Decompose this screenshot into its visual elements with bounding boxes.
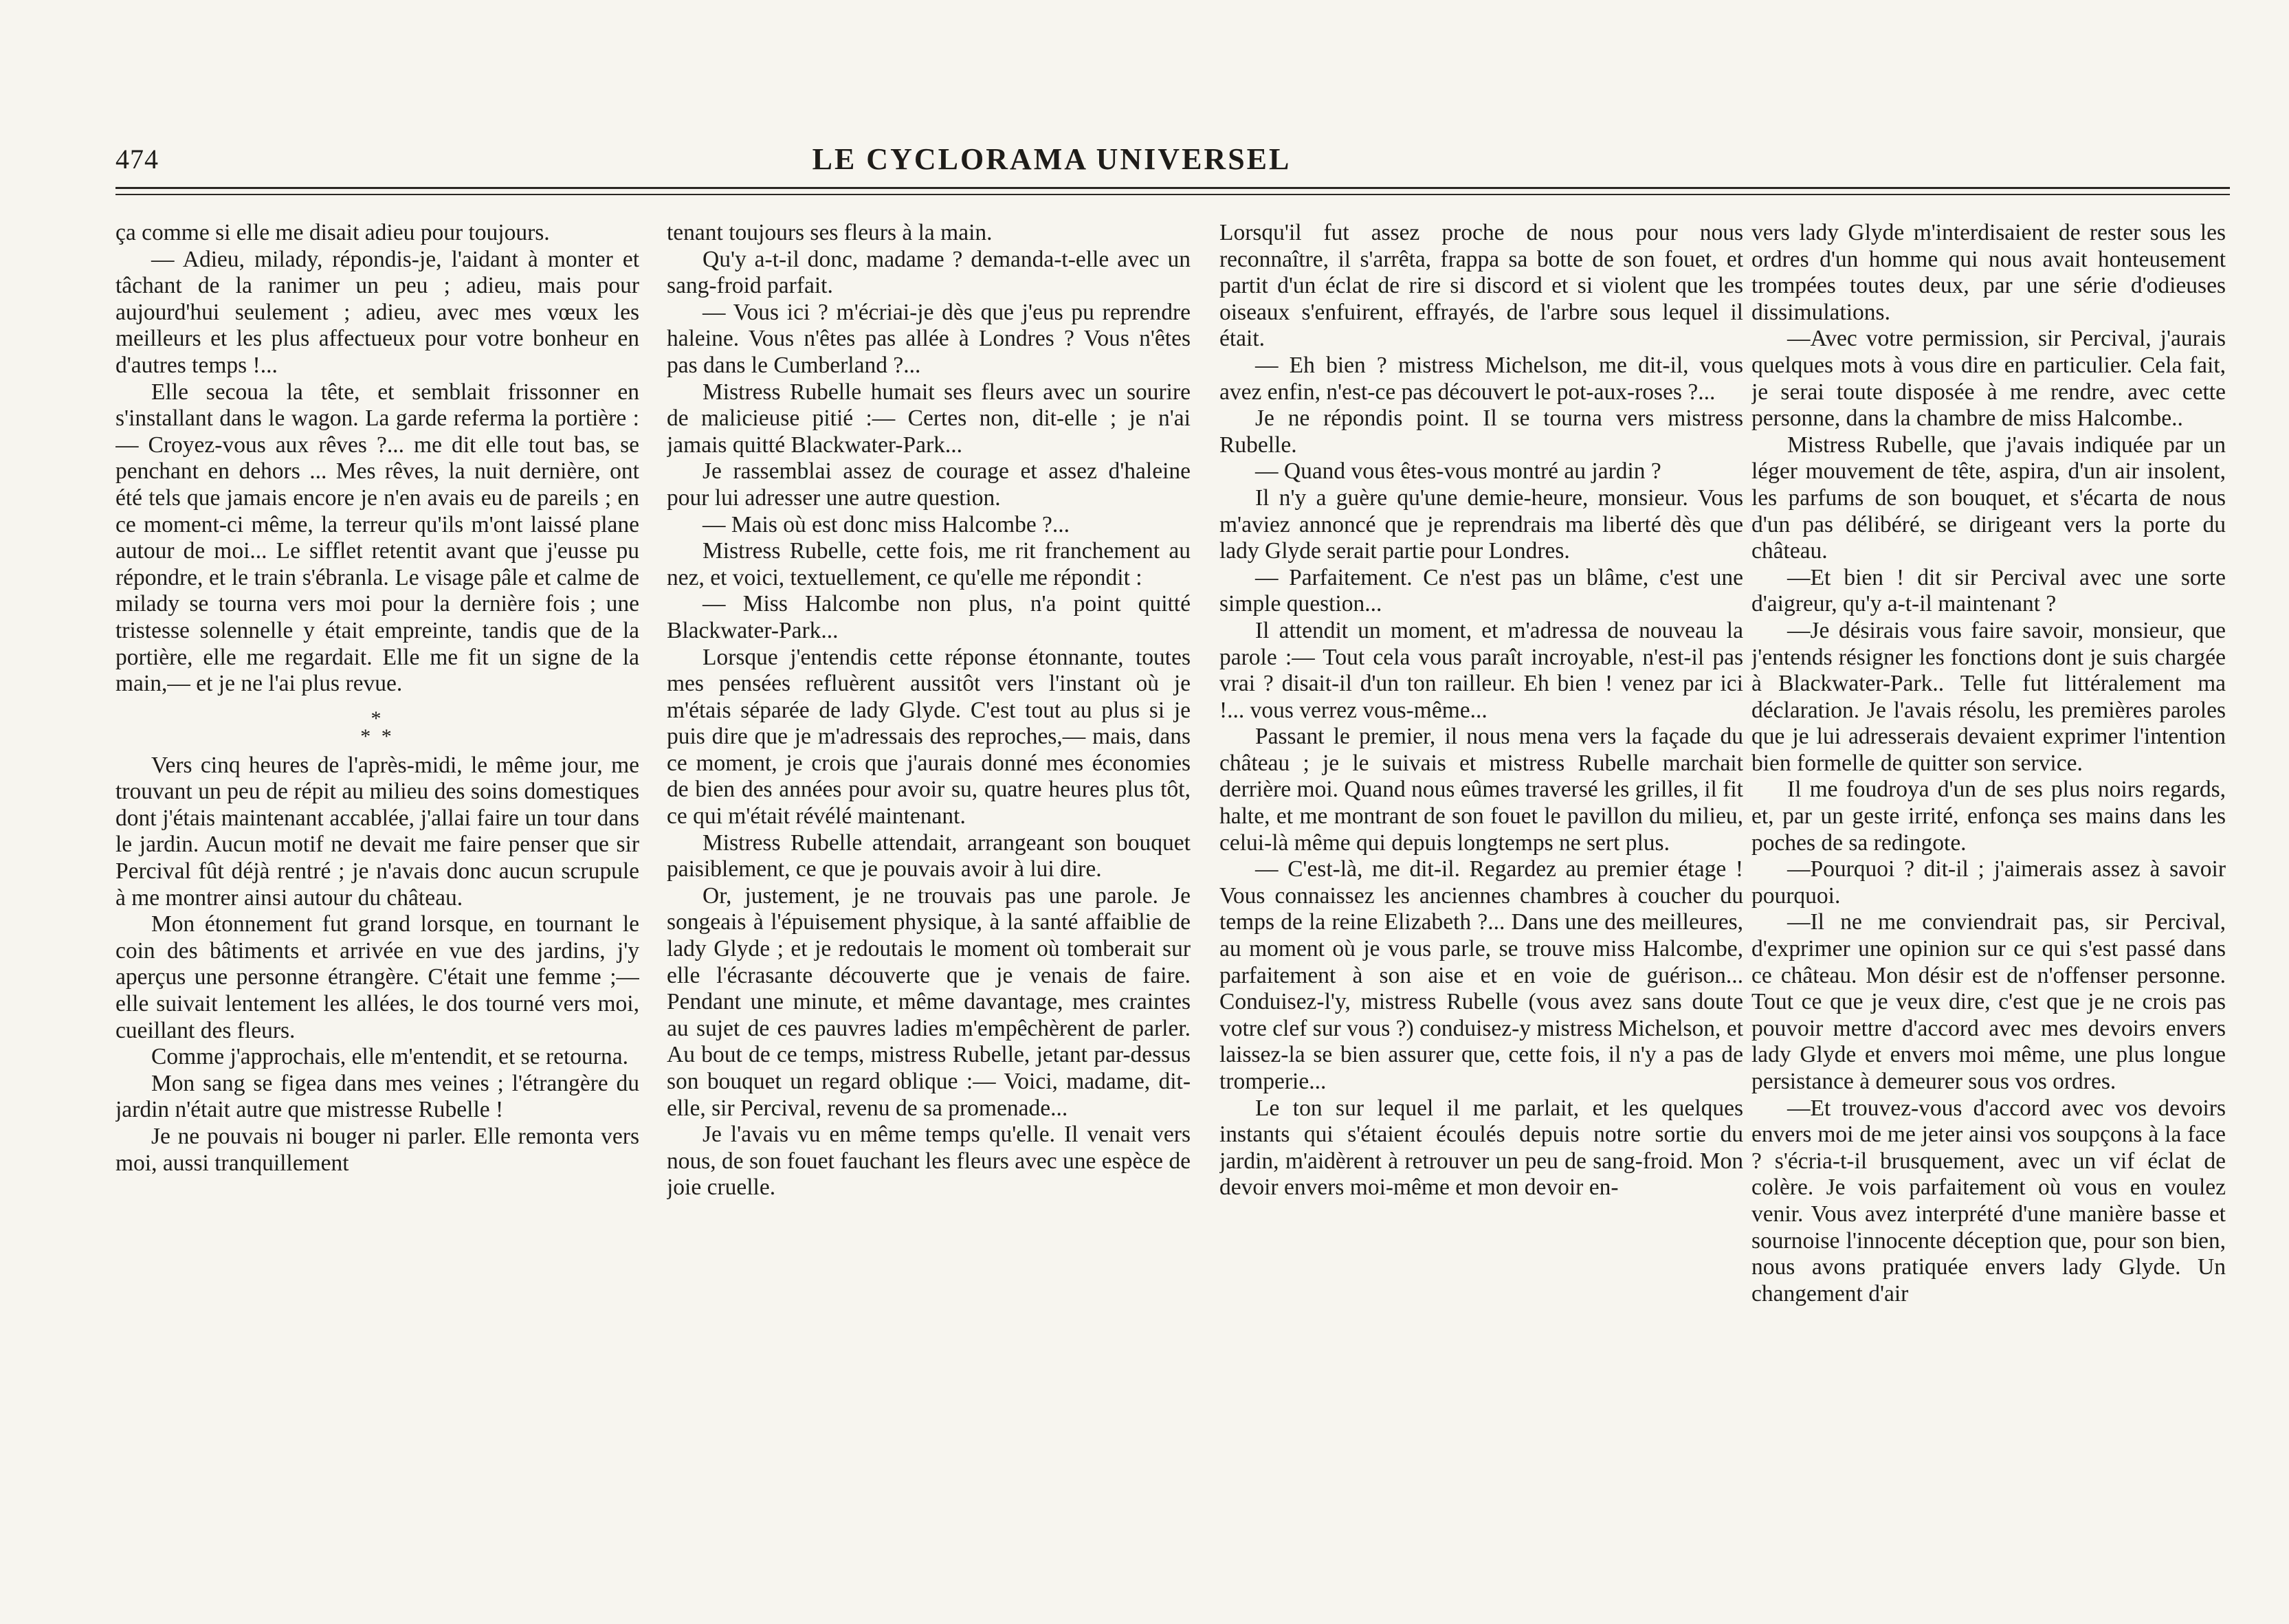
paragraph: Je rassemblai assez de courage et assez d'haleine pour lui adresser une autre question. — [667, 458, 1191, 511]
paragraph: — Mais où est donc miss Halcombe ?... — [703, 511, 1070, 537]
paragraph: tenant toujours ses fleurs à la main. — [667, 220, 993, 245]
paragraph: Mistress Rubelle humait ses fleurs avec un sourire de malicieuse pitié :— Certes non, dit-elle ; je n'ai jamais quitté Blackwater-Park... — [667, 379, 1191, 458]
paragraph: —Pourquoi ? dit-il ; j'aimerais assez à savoir pourquoi. — [1751, 856, 2226, 909]
paragraph: Passant le premier, il nous mena vers la façade du château ; je le suivais et mistress Rubelle marchait derrière moi. Quand nous eûmes traversé les grilles, il fit halte, et me montrant de son fouet le pavillon du milieu, celui-là même qui depuis longtemps ne sert plus. — [1219, 724, 1743, 856]
paragraph: vers lady Glyde m'interdisaient de rester sous les ordres d'un homme qui nous avait honteusement trompées toutes deux, par une série d'odieuses dissimulations. — [1751, 220, 2226, 325]
header-rule — [115, 194, 2230, 195]
page-number: 474 — [115, 144, 159, 175]
paragraph: Mistress Rubelle, cette fois, me rit franchement au nez, et voici, textuellement, ce qu'elle me répondit : — [667, 538, 1191, 590]
paragraph: —Je désirais vous faire savoir, monsieur, que j'entends résigner les fonctions dont je suis chargée à Blackwater-Park.. Telle fut littéralement ma déclaration. Je l'avais résolu, les premières paroles que je lui adresserais devaient exprimer l'intention bien formelle de quitter son service. — [1751, 617, 2226, 776]
paragraph: —Avec votre permission, sir Percival, j'aurais quelques mots à vous dire en particulier. Cela fait, je serai toute disposée à me rendre, avec cette personne, dans la chambre de miss Halcombe.. — [1751, 326, 2226, 432]
paragraph: Mon étonnement fut grand lorsque, en tournant le coin des bâtiments et arrivée en vue des jardins, j'y aperçus une personne étrangère. C'était une femme ;— elle suivait lentement les allées, le dos tourné vers moi, cueillant des fleurs. — [115, 911, 639, 1043]
paragraph: Vers cinq heures de l'après-midi, le même jour, me trouvant un peu de répit au milieu des soins domestiques dont j'étais maintenant accablée, j'allai faire un tour dans le jardin. Aucun motif ne devait me faire penser que sir Percival fût déjà rentré ; je n'avais donc aucun scrupule à me montrer ainsi autour du château. — [115, 752, 639, 911]
paragraph: — Quand vous êtes-vous montré au jardin ? — [1255, 458, 1661, 485]
paragraph: Elle secoua la tête, et semblait frissonner en s'installant dans le wagon. La garde referma la portière :— Croyez-vous aux rêves ?... me dit elle tout bas, se penchant en dehors ... Mes rêves, la nuit dernière, ont été tels que jamais encore je n'en avais eu de pareils ; en ce moment-ci même, la terreur qu'ils m'ont laissé plane autour de moi... Le sifflet retentit avant que j'eusse pu répondre, et le train s'ébranla. Le visage pâle et calme de milady se tourna vers moi pour la dernière fois ; une tristesse solennelle y était empreinte, tandis que de la portière, elle me regardait. Elle me fit un signe de la main,— et je ne l'ai plus revue. — [115, 379, 639, 697]
paragraph: Comme j'approchais, elle m'entendit, et se retourna. — [151, 1044, 628, 1070]
paragraph: Il me foudroya d'un de ses plus noirs regards, et, par un geste irrité, enfonça ses mains dans les poches de sa redingote. — [1751, 777, 2226, 856]
paragraph: Lorsque j'entendis cette réponse étonnante, toutes mes pensées refluèrent aussitôt vers l'instant où je m'étais séparée de lady Glyde. C'est tout au plus si je puis dire que je m'adressais des reproches,— mais, dans ce moment, je crois que j'aurais donné mes économies de bien des années pour avoir su, quatre heures plus tôt, ce qui m'était révélé maintenant. — [667, 644, 1191, 830]
paragraph: Or, justement, je ne trouvais pas une parole. Je songeais à l'épuisement physique, à la santé affaiblie de lady Glyde ; et je redoutais le moment où tomberait sur elle l'écrasante découverte que je venais de faire. Pendant une minute, et même davantage, mes craintes au sujet de ces pauvres ladies m'empêchèrent de parler. Au bout de ce temps, mistress Rubelle, jetant par-dessus son bouquet un regard oblique :— Voici, madame, dit-elle, sir Percival, revenu de sa promenade... — [667, 882, 1191, 1121]
running-title: LE CYCLORAMA UNIVERSEL — [812, 142, 1292, 176]
text-column-1 — [115, 220, 639, 1526]
paragraph: Mon sang se figea dans mes veines ; l'étrangère du jardin n'était autre que mistresse Rubelle ! — [115, 1070, 639, 1123]
paragraph: —Et bien ! dit sir Percival avec une sorte d'aigreur, qu'y a-t-il maintenant ? — [1751, 564, 2226, 617]
paragraph: — Parfaitement. Ce n'est pas un blâme, c'est une simple question... — [1219, 564, 1743, 617]
paragraph: — Eh bien ? mistress Michelson, me dit-il, vous avez enfin, n'est-ce pas découvert le pot-aux-roses ?... — [1219, 352, 1743, 405]
asterism-bottom: * * — [360, 724, 395, 748]
paragraph: Je ne répondis point. Il se tourna vers mistress Rubelle. — [1219, 405, 1743, 458]
paragraph: — Vous ici ? m'écriai-je dès que j'eus pu reprendre haleine. Vous n'êtes pas allée à Londres ? Vous n'êtes pas dans le Cumberland ?... — [667, 299, 1191, 378]
paragraph: Je ne pouvais ni bouger ni parler. Elle remonta vers moi, aussi tranquillement — [115, 1124, 639, 1176]
paragraph: Le ton sur lequel il me parlait, et les quelques instants qui s'étaient écoulés depuis notre sortie du jardin, m'aidèrent à retrouver un peu de sang-froid. Mon devoir envers moi-même et mon devoir en- — [1219, 1095, 1743, 1201]
paragraph: ça comme si elle me disait adieu pour toujours. — [115, 220, 550, 245]
paragraph: —Il ne me conviendrait pas, sir Percival, d'exprimer une opinion sur ce qui s'est passé dans ce château. Mon désir est de n'offenser personne. Tout ce que je veux dire, c'est que je ne crois pas pouvoir mettre d'accord avec mes devoirs envers lady Glyde et envers moi même, une plus longue persistance à demeurer sous vos ordres. — [1751, 909, 2226, 1094]
paragraph: — Miss Halcombe non plus, n'a point quitté Blackwater-Park... — [667, 591, 1191, 643]
text-column-4 — [1751, 220, 2226, 1526]
paragraph: — Adieu, milady, répondis-je, l'aidant à monter et tâchant de la ranimer un peu ; adieu, mais pour aujourd'hui seulement ; adieu, avec mes vœux les meilleurs et les plus affectueux pour votre bonheur en d'autres temps !... — [115, 246, 639, 378]
asterism-top: * — [371, 707, 384, 730]
paragraph: Il n'y a guère qu'une demie-heure, monsieur. Vous m'aviez annoncé que je reprendrais ma liberté dès que lady Glyde serait partie pour Londres. — [1219, 485, 1743, 564]
paragraph: Il attendit un moment, et m'adressa de nouveau la parole :— Tout cela vous paraît incroyable, n'est-il pas vrai ? disait-il d'un ton railleur. Eh bien ! venez par ici !... vous verrez vous-même... — [1219, 617, 1743, 723]
paragraph: Mistress Rubelle attendait, arrangeant son bouquet paisiblement, ce que je pouvais avoir à lui dire. — [667, 830, 1191, 882]
paragraph: Qu'y a-t-il donc, madame ? demanda-t-elle avec un sang-froid parfait. — [667, 246, 1191, 299]
paragraph: — C'est-là, me dit-il. Regardez au premier étage ! Vous connaissez les anciennes chambres à coucher du temps de la reine Elizabeth ?... Dans une des meilleures, au moment où je vous parle, se trouve miss Halcombe, parfaitement à son aise et en voie de guérison... Conduisez-l'y, mistress Rubelle (vous avez sans doute votre clef sur vous ?) conduisez-y mistress Michelson, et laissez-la se bien assurer que, cette fois, il n'y a pas de tromperie... — [1219, 856, 1743, 1094]
paragraph: Lorsqu'il fut assez proche de nous pour nous reconnaître, il s'arrêta, frappa sa botte de son fouet, et partit d'un éclat de rire si discord et si violent que les oiseaux s'enfuirent, effrayés, de l'arbre sous lequel il était. — [1219, 220, 1743, 352]
text-column-2 — [667, 220, 1191, 1526]
section-asterism — [115, 707, 639, 748]
header-rule — [115, 187, 2230, 189]
text-column-3 — [1219, 220, 1743, 1526]
paragraph: Je l'avais vu en même temps qu'elle. Il venait vers nous, de son fouet fauchant les fleurs avec une espèce de joie cruelle. — [667, 1122, 1191, 1201]
paragraph: —Et trouvez-vous d'accord avec vos devoirs envers moi de me jeter ainsi vos soupçons à la face ? s'écria-t-il brusquement, avec un vif éclat de colère. Je vois parfaitement où vous en voulez venir. Vous avez interprété d'une manière basse et sournoise l'innocente déception que, pour son bien, nous avons pratiquée envers lady Glyde. Un changement d'air — [1751, 1095, 2226, 1306]
paragraph: Mistress Rubelle, que j'avais indiquée par un léger mouvement de tête, aspira, d'un air insolent, les parfums de son bouquet, et s'écarta de nous d'un pas délibéré, se dirigeant vers la porte du château. — [1751, 432, 2226, 564]
